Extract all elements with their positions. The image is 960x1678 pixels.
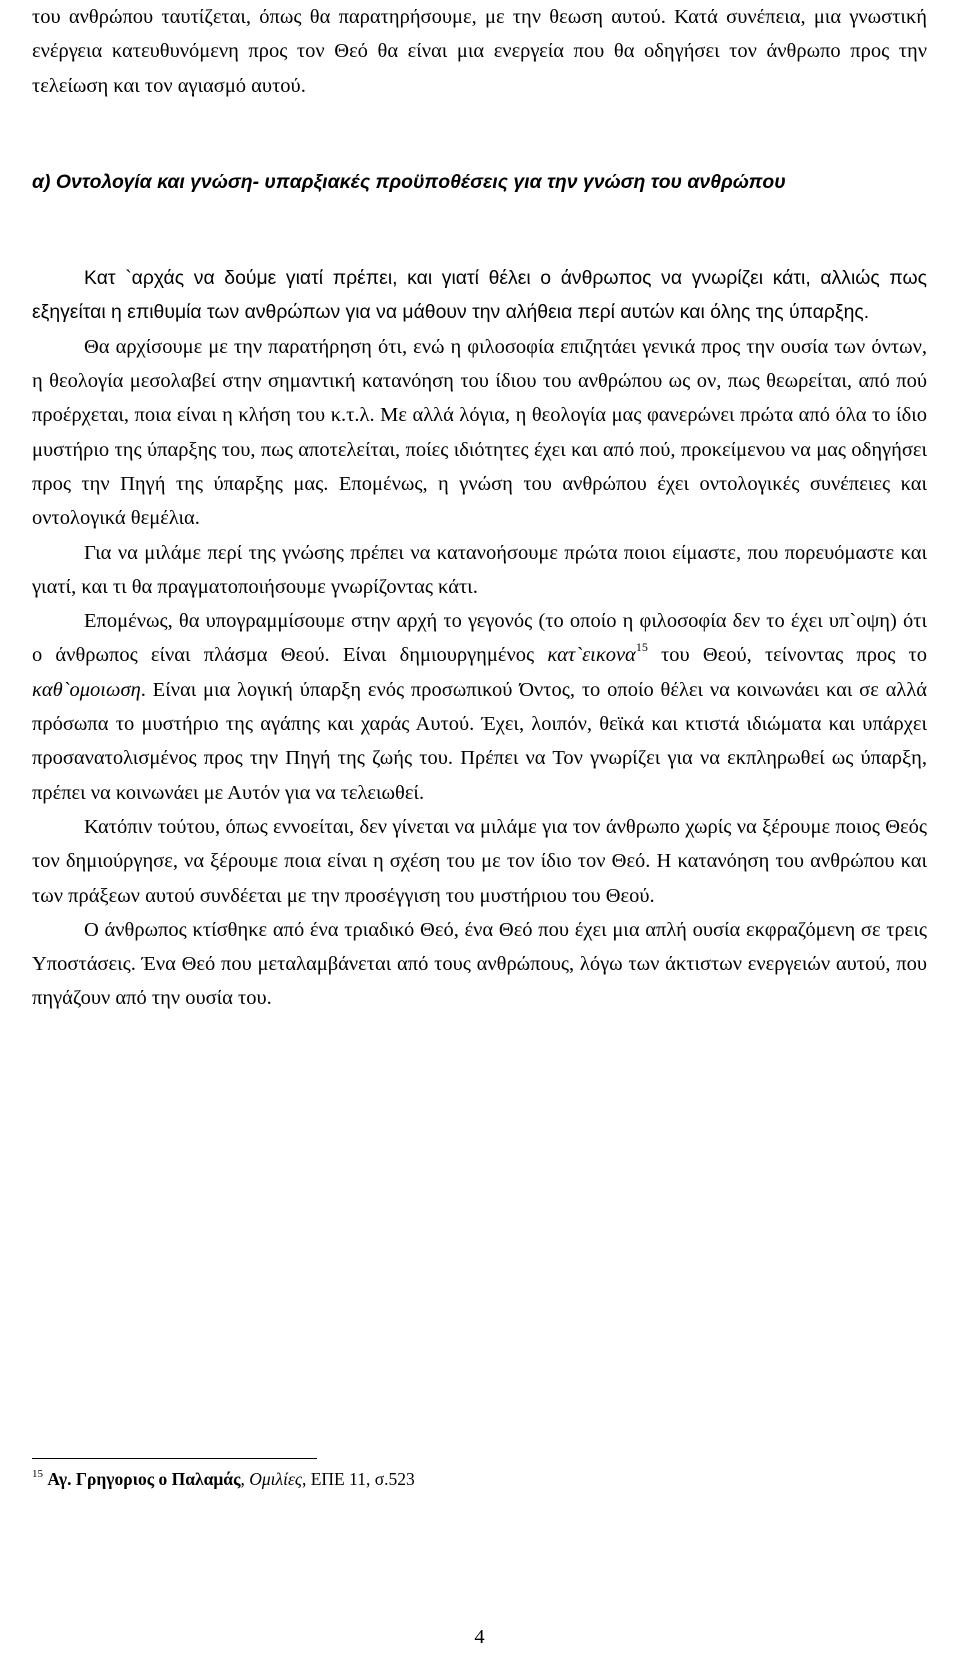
paragraph-5: Κατόπιν τούτου, όπως εννοείται, δεν γίνεται να μιλάμε για τον άνθρωπο χωρίς να ξέρουμε ποιος Θεός τον δημιούργησε, να ξέρουμε ποια είναι η σχέση του με τον ίδιο τον Θεό. Η κατανόηση του ανθρώπου και των πράξεων αυτού συνδέεται με την προσέγγιση του μυστήριου του Θεού. (32, 815, 927, 907)
footnote-work: Ομιλίες (249, 1469, 302, 1489)
footnote-separator: , (240, 1469, 250, 1489)
paragraph-2: Θα αρχίσουμε με την παρατήρηση ότι, ενώ η φιλοσοφία επιζητάει γενικά προς την ουσία των όντων, η θεολογία μεσολαβεί στην σημαντική κατανόηση του ίδιου του ανθρώπου ως ον, πως θεωρείται, από πού προέρχεται, ποια είναι η κλήση του κ.τ.λ. Με αλλά λόγια, η θεολογία μας φανερώνει πρώτα από όλα το ίδιο μυστήριο της ύπαρξης του, πως αποτελείται, ποίες ιδιότητες έχει και από πού, προκείμενου να μας οδηγήσει προς την Πηγή της ύπαρξης μας. Επομένως, η γνώση του ανθρώπου έχει οντολογικές συνέπειες και οντολογικά θεμέλια. (32, 335, 927, 530)
footnote-reference[interactable]: 15 (635, 640, 648, 655)
kat-eikona-term: κατ`εικονα (547, 644, 636, 667)
footnote-author: Αγ. Γρηγοριος ο Παλαμάς (47, 1469, 241, 1489)
footnote (32, 1466, 415, 1492)
footnote-citation: , ΕΠΕ 11, σ.523 (301, 1469, 415, 1489)
footnote-number: 15 (32, 1468, 43, 1480)
paragraph-4-text-a: Επομένως, θα υπογραμμίσουμε στην αρχή το γεγονός (το οποίο η φιλοσοφία δεν το έχει υπ`οψη) ότι ο άνθρωπος είναι πλάσμα Θεού. Είναι δημιουργημένος (32, 610, 927, 667)
document-page (32, 0, 927, 1678)
paragraph-1: Κατ `αρχάς να δούμε γιατί πρέπει, και γιατί θέλει ο άνθρωπος να γνωρίζει κάτι, αλλιώς πως εξηγείται η επιθυμία των ανθρώπων για να μάθουν την αλήθεια περί αυτών και όλης της ύπαρξης. (32, 267, 927, 324)
section-heading: α) Οντολογία και γνώση- υπαρξιακές προϋποθέσεις για την γνώση του ανθρώπου (32, 170, 786, 193)
kath-omoiosi-term: καθ`ομοιωση (32, 678, 141, 701)
paragraph-3: Για να μιλάμε περί της γνώσης πρέπει να κατανοήσουμε πρώτα ποιοι είμαστε, που πορευόμαστε και γιατί, και τι θα πραγματοποιήσουμε γνωρίζοντας κάτι. (32, 541, 927, 598)
paragraph-4-text-b: του Θεού, τείνοντας προς το (647, 644, 927, 667)
paragraph-6: Ο άνθρωπος κτίσθηκε από ένα τριαδικό Θεό, ένα Θεό που έχει μια απλή ουσία εκφραζόμενη σε τρεις Υποστάσεις. Ένα Θεό που μεταλαμβάνεται από τους ανθρώπους, λόγω των άκτιστων ενεργειών αυτού, που πηγάζουν από την ουσία του. (32, 918, 927, 1010)
page-number: 4 (474, 1626, 485, 1648)
footnote-divider (32, 1458, 317, 1459)
paragraph-4-text-c: . Είναι μια λογική ύπαρξη ενός προσωπικού Όντος, το οποίο θέλει να κοινωνάει και σε αλλά πρόσωπα το μυστήριο της αγάπης και χαράς Αυτού. Έχει, λοιπόν, θεϊκά και κτιστά ιδιώματα και υπάρχει προσανατολισμένος προς την Πηγή της ζωής του. Πρέπει να Τον γνωρίζει για να εκπληρωθεί ως ύπαρξη, πρέπει να κοινωνάει με Αυτόν για να τελειωθεί. (32, 678, 927, 804)
intro-paragraph: του ανθρώπου ταυτίζεται, όπως θα παρατηρήσουμε, με την θεωση αυτού. Κατά συνέπεια, μια γνωστική ενέργεια κατευθυνόμενη προς τον Θεό θα είναι μια ενεργεία που θα οδηγήσει τον άνθρωπο προς την τελείωση και τον αγιασμό αυτού. (32, 6, 927, 97)
paragraph-4 (32, 604, 927, 810)
